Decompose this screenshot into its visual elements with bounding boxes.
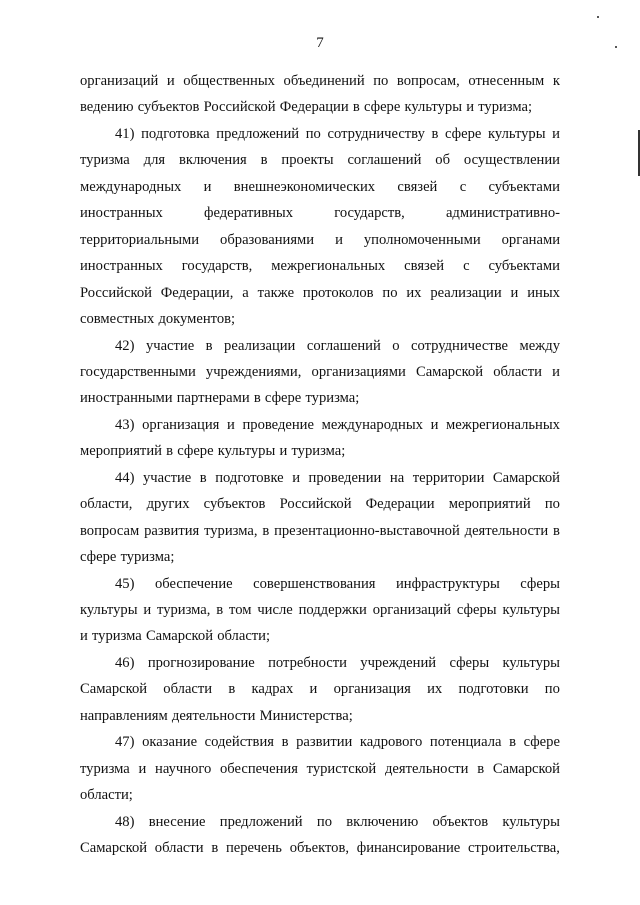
paragraph-line [80, 253, 560, 279]
paragraph-first-line [80, 571, 560, 597]
word: об [435, 152, 451, 169]
word: обеспечение [154, 575, 233, 592]
word: и [335, 231, 343, 248]
word: связей [397, 178, 438, 195]
word: перечень [225, 840, 282, 857]
word: строительства, [468, 840, 560, 857]
paragraph-line [80, 491, 560, 517]
word: сотрудничеству [327, 125, 425, 142]
word: сфере [363, 99, 401, 116]
word: Федерации [279, 99, 349, 116]
word: туристской [306, 760, 377, 777]
page-number: 7 [316, 35, 324, 51]
paragraph-line [80, 227, 560, 253]
word: обеспечения [220, 760, 298, 777]
word: государств, [181, 258, 253, 275]
word: культуры [488, 125, 546, 142]
word: Самарской [492, 760, 560, 777]
word: кадрового [359, 734, 423, 751]
paragraph-line [80, 385, 560, 411]
word: 42) [115, 337, 135, 354]
word: вопросам [80, 522, 140, 539]
word: туризма; [291, 443, 346, 460]
word: инфраструктуры [396, 575, 500, 592]
word: области [163, 681, 213, 698]
word: общественных [183, 73, 275, 89]
word: потребности [268, 654, 347, 671]
word: туризма [80, 760, 130, 777]
word: кадрах [251, 681, 294, 698]
word: туризма [80, 152, 130, 169]
word: территориальными [80, 231, 200, 248]
word: в [211, 840, 219, 857]
word: субъектов [203, 496, 266, 513]
scan-speck [597, 16, 599, 18]
word: в [262, 522, 270, 539]
word: туризма [92, 628, 142, 645]
word: и [166, 73, 175, 89]
paragraph-line [80, 94, 560, 120]
word: сферы [520, 575, 560, 592]
word: деятельности [464, 522, 549, 539]
word: иностранных [80, 258, 163, 275]
word: Федерации, [160, 284, 234, 301]
word: туризма; [478, 99, 533, 116]
word: совершенствования [253, 575, 376, 592]
word: совместных [80, 311, 155, 328]
word: 44) [115, 469, 135, 486]
word: и [466, 99, 475, 116]
paragraph-line [80, 306, 560, 332]
word: области [154, 840, 204, 857]
paragraph-first-line [80, 121, 560, 147]
word: в [281, 734, 289, 751]
word: внешнеэкономических [233, 178, 376, 195]
word: и [143, 602, 152, 618]
word: развития [144, 522, 200, 539]
word: других [146, 496, 190, 513]
word: проведении [308, 469, 382, 486]
word: 46) [115, 654, 135, 671]
word: по [316, 813, 332, 830]
word: по [305, 125, 321, 142]
paragraph-line [80, 438, 560, 464]
word: учреждений [360, 654, 437, 671]
word: участие [145, 337, 195, 354]
word: Самарской [80, 681, 148, 698]
word: сфере [523, 734, 560, 751]
scan-speck [615, 46, 617, 48]
word: Российской [279, 496, 352, 513]
word: включения [178, 152, 247, 169]
paragraph-first-line [80, 465, 560, 491]
word: по [544, 681, 560, 698]
word: уполномоченными [363, 231, 481, 248]
word: с [459, 178, 467, 195]
word: развитии [296, 734, 353, 751]
word: туризма; [305, 390, 360, 407]
word: презентационно-выставочной [274, 522, 460, 539]
word: туризма, [204, 522, 258, 539]
word: области; [217, 628, 271, 645]
word: деятельности [384, 760, 469, 777]
word: субъектами [488, 178, 560, 195]
word: в [166, 443, 174, 460]
word: в [199, 469, 207, 486]
word: административно- [445, 205, 560, 222]
word: в [228, 681, 236, 698]
word: прогнозирование [147, 654, 255, 671]
word: в [477, 760, 485, 777]
word: культуры [404, 99, 463, 116]
word: федеративных [204, 205, 294, 222]
word: и [138, 760, 147, 777]
word: в [260, 152, 268, 169]
paragraph-line [80, 782, 560, 808]
word: протоколов [302, 284, 374, 301]
word: в [205, 337, 213, 354]
word: и [309, 681, 318, 698]
word: организация [142, 416, 220, 433]
word: связей [404, 258, 445, 275]
word: оказание [142, 734, 198, 751]
word: их [406, 284, 422, 301]
word: в [253, 390, 261, 407]
word: субъектами [488, 258, 560, 275]
word: организаций [372, 602, 452, 618]
word: проведение [242, 416, 314, 433]
word: области; [80, 787, 133, 804]
word: сферы [456, 602, 497, 618]
word: подготовки [458, 681, 529, 698]
word: иностранными [80, 390, 173, 407]
word: по [382, 284, 398, 301]
word: и [203, 178, 212, 195]
word: и [430, 416, 439, 433]
word: субъектов [137, 99, 200, 116]
word: и [510, 284, 519, 301]
word: в [553, 522, 560, 539]
word: мероприятий [448, 496, 531, 513]
word: для [143, 152, 166, 169]
word: Министерства; [259, 707, 353, 724]
word: культуры [502, 813, 560, 830]
word: отнесенным [468, 73, 545, 89]
word: числе [257, 602, 293, 618]
paragraph-line [80, 703, 560, 729]
word: проекты [281, 152, 334, 169]
word: Самарской [415, 363, 484, 380]
word: государств, [334, 205, 405, 222]
word: Самарской [80, 840, 148, 857]
paragraph-line [80, 756, 560, 782]
word: на [389, 469, 405, 486]
word: в [216, 602, 224, 618]
word: к [552, 73, 560, 89]
word: между [519, 337, 560, 354]
word: области, [80, 496, 133, 513]
word: Российской [203, 99, 276, 116]
word: органами [501, 231, 560, 248]
word: Российской [80, 284, 152, 301]
word: подготовке [215, 469, 284, 486]
word: территории [412, 469, 485, 486]
word: межрегиональных [271, 258, 386, 275]
word: в [509, 734, 516, 751]
word: государственными [80, 363, 196, 380]
word: Самарской [145, 628, 214, 645]
word: Самарской [492, 469, 560, 486]
word: 47) [115, 734, 135, 751]
word: и [227, 416, 235, 433]
word: иных [527, 284, 560, 301]
paragraph-first-line [80, 650, 560, 676]
word: 48) [115, 813, 135, 830]
word: потенциала [429, 734, 502, 751]
word: и [279, 443, 288, 460]
paragraph-line [80, 147, 560, 173]
word: их [427, 681, 443, 698]
word: туризма; [120, 549, 175, 566]
word: культуры [502, 654, 560, 671]
paragraph-first-line [80, 412, 560, 438]
word: финансирование [356, 840, 461, 857]
word: осуществлении [463, 152, 560, 169]
word: в [352, 99, 360, 116]
word: сфере [177, 443, 214, 460]
word: и [552, 363, 560, 380]
word: 45) [115, 575, 135, 592]
word: туризма, [157, 602, 211, 618]
word: образованиями [220, 231, 315, 248]
word: документов; [158, 311, 236, 328]
paragraph-line [80, 280, 560, 306]
word: сфере [445, 125, 482, 142]
paragraph-line [80, 623, 560, 649]
word: объектов [432, 813, 489, 830]
word: реализации [430, 284, 502, 301]
word: по [544, 496, 560, 513]
word: организаций [80, 73, 159, 89]
word: организациями [311, 363, 406, 380]
word: сотрудничестве [411, 337, 508, 354]
word: объектов, [289, 840, 349, 857]
paragraph-line [80, 676, 560, 702]
paragraph-first-line [80, 333, 560, 359]
word: и [80, 628, 88, 645]
word: учреждениями, [205, 363, 302, 380]
paragraph-line [80, 518, 560, 544]
word: ведению [80, 99, 134, 116]
word: международных [321, 416, 423, 433]
word: Федерации [365, 496, 435, 513]
word: мероприятий [80, 443, 162, 460]
word: участие [143, 469, 192, 486]
word: 41) [115, 125, 135, 142]
paragraph-line [80, 359, 560, 385]
word: по [373, 73, 389, 89]
paragraph-line [80, 68, 560, 94]
word: соглашений [306, 337, 381, 354]
word: подготовка [141, 125, 210, 142]
word: в [431, 125, 439, 142]
paragraph-first-line [80, 809, 560, 835]
word: организация [333, 681, 411, 698]
paragraph-line [80, 200, 560, 226]
word: направлениям [80, 707, 168, 724]
word: соглашений [347, 152, 422, 169]
word: сфере [264, 390, 302, 407]
word: и [552, 125, 560, 142]
word: включению [346, 813, 419, 830]
paragraph-first-line [80, 729, 560, 755]
word: реализации [224, 337, 296, 354]
word: вопросам, [396, 73, 460, 89]
word: культуры [217, 443, 276, 460]
word: предложений [216, 125, 300, 142]
word: с [463, 258, 470, 275]
word: международных [80, 178, 182, 195]
word: сферы [449, 654, 490, 671]
word: предложений [219, 813, 303, 830]
paragraph-line [80, 835, 560, 861]
word: о [392, 337, 400, 354]
word: том [229, 602, 252, 618]
word: 43) [115, 416, 135, 433]
word: объединений [283, 73, 365, 89]
word: а [242, 284, 249, 301]
word: и [292, 469, 300, 486]
word: области [493, 363, 542, 380]
word: поддержки [298, 602, 367, 618]
word: внесение [148, 813, 206, 830]
word: также [257, 284, 295, 301]
word: иностранных [80, 205, 163, 222]
word: деятельности [171, 707, 256, 724]
paragraph-line [80, 544, 560, 570]
paragraph-line [80, 597, 560, 623]
word: содействия [204, 734, 274, 751]
word: сфере [80, 549, 117, 566]
word: партнерами [176, 390, 250, 407]
word: научного [155, 760, 212, 777]
word: культуры [502, 602, 560, 618]
paragraph-line [80, 174, 560, 200]
word: межрегиональных [446, 416, 560, 433]
word: культуры [80, 602, 138, 618]
